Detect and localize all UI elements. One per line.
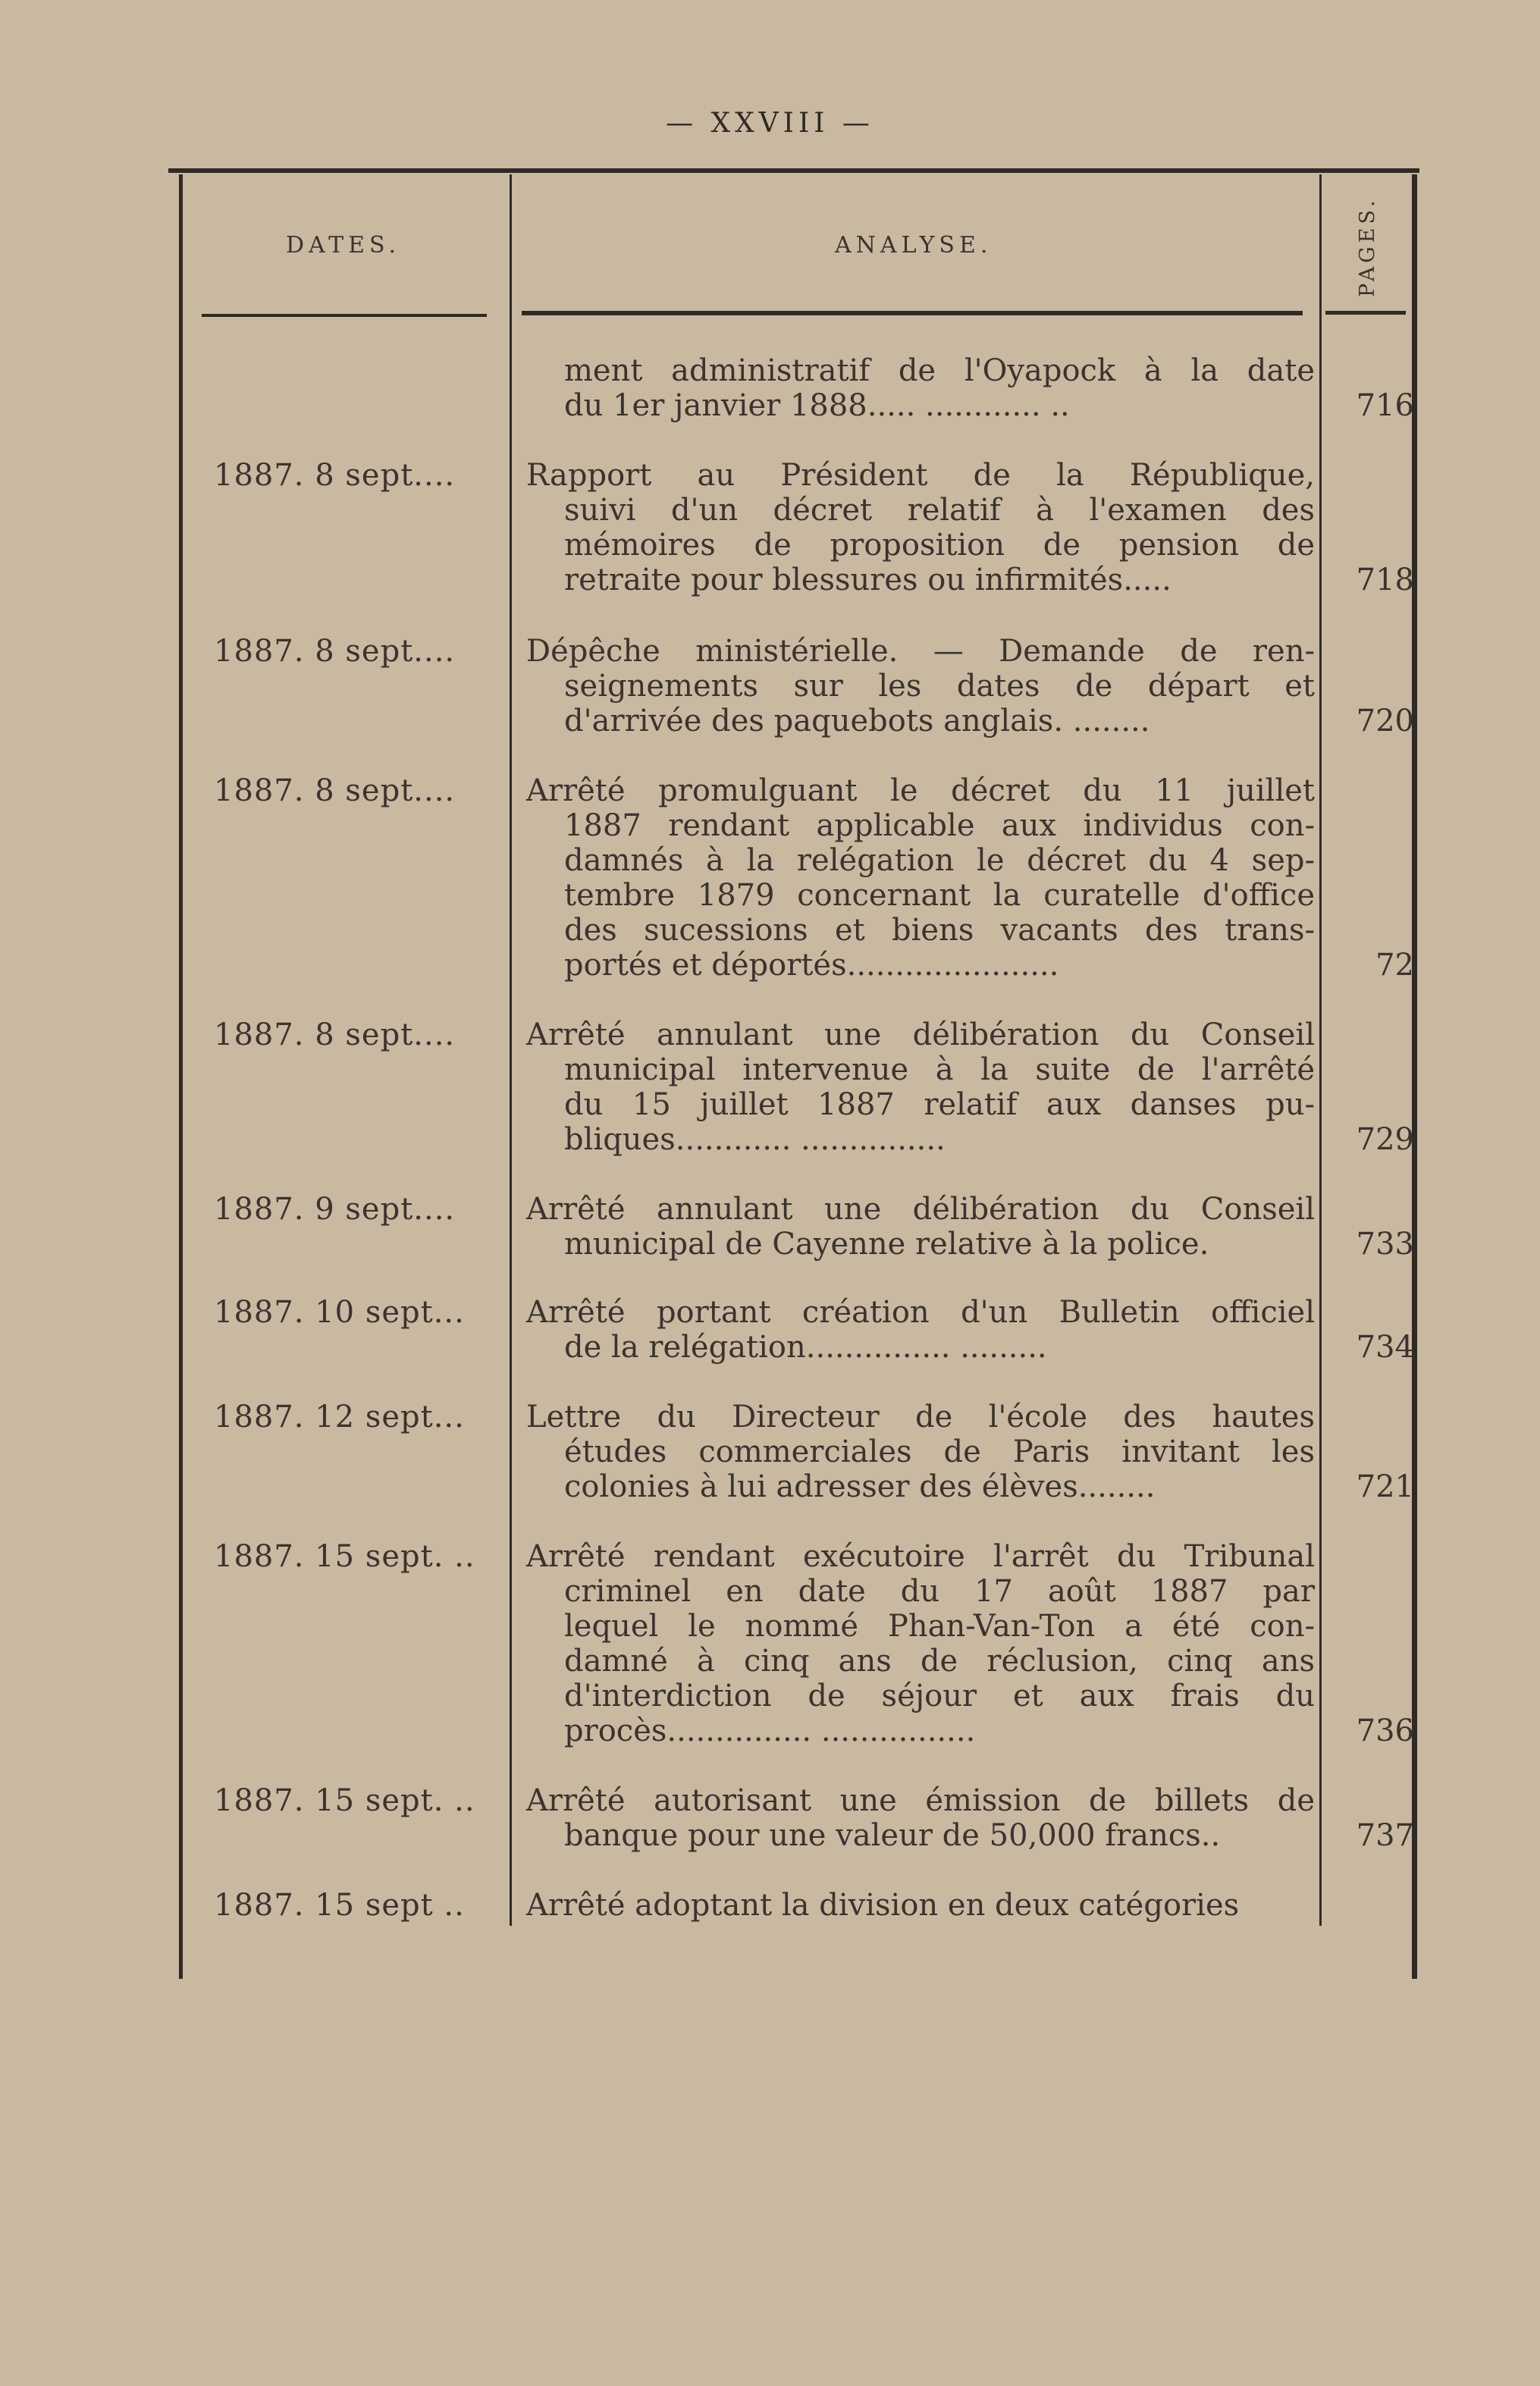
page-ref: 721 [1356,1469,1414,1504]
page-ref: 720 [1356,704,1414,738]
pages-header-rule [1325,311,1406,315]
analyse-line: Arrêté adoptant la division en deux catégories [526,1888,1240,1923]
analyse-line: portés et déportés...................... [564,948,1059,983]
page-ref: 72 [1375,948,1414,983]
analyse-cell [526,773,1315,983]
analyse-line: 1887 rendant applicable aux individus con- [564,808,1315,843]
analyse-line: d'arrivée des paquebots anglais. ........ [564,704,1150,738]
date-cell: 1887. 15 sept. .. [214,1783,475,1818]
dates-header-rule [202,314,487,317]
analyse-cell [526,1888,1315,1923]
analyse-line: seignements sur les dates de départ et [564,669,1315,704]
analyse-line: d'interdiction de séjour et aux frais du [564,1679,1315,1713]
dates-analyse-divider [510,174,512,1926]
date-cell: 1887. 9 sept.... [214,1192,456,1227]
analyse-line: colonies à lui adresser des élèves........ [564,1469,1156,1504]
analyse-cell [526,458,1315,597]
date-cell: 1887. 10 sept... [214,1295,465,1330]
pages-column-header: PAGES. [1356,196,1379,297]
analyse-line: de la relégation............... ......... [564,1330,1047,1365]
analyse-cell [526,1192,1315,1262]
analyse-line: municipal de Cayenne relative à la police. [564,1227,1209,1262]
analyse-column-header: ANALYSE. [835,232,993,259]
analyse-cell [526,1783,1315,1853]
page-ref: 736 [1356,1713,1414,1748]
analyse-cell [526,353,1315,423]
analyse-line: damné à cinq ans de réclusion, cinq ans [564,1644,1315,1679]
page-ref: 716 [1356,388,1414,423]
analyse-line: suivi d'un décret relatif à l'examen des [564,493,1315,528]
analyse-line: du 15 juillet 1887 relatif aux danses pu- [564,1087,1315,1122]
analyse-pages-divider [1319,174,1322,1926]
date-cell: 1887. 8 sept.... [214,458,456,493]
analyse-cell [526,1017,1315,1157]
analyse-line: Rapport au Président de la République, [526,458,1315,493]
analyse-line: bliques............ ............... [564,1122,946,1157]
analyse-line: Arrêté rendant exécutoire l'arrêt du Tribunal [526,1539,1315,1574]
analyse-line: lequel le nommé Phan-Van-Ton a été con- [564,1609,1315,1644]
analyse-line: criminel en date du 17 août 1887 par [564,1574,1315,1609]
page-ref: 733 [1356,1227,1414,1262]
table-left-border [179,174,183,1979]
analyse-line: tembre 1879 concernant la curatelle d'office [564,878,1315,913]
analyse-line: Arrêté annulant une délibération du Conseil [526,1192,1315,1227]
analyse-line: municipal intervenue à la suite de l'arrêté [564,1052,1315,1087]
analyse-line: Lettre du Directeur de l'école des hautes [526,1400,1315,1434]
analyse-line: du 1er janvier 1888..... ............ .. [564,388,1070,423]
analyse-line: Arrêté portant création d'un Bulletin officiel [526,1295,1315,1330]
analyse-line: Arrêté autorisant une émission de billets de [526,1783,1315,1818]
date-cell: 1887. 15 sept. .. [214,1539,475,1574]
date-cell: 1887. 12 sept... [214,1400,465,1434]
date-cell: 1887. 8 sept.... [214,634,456,669]
analyse-line: banque pour une valeur de 50,000 francs.. [564,1818,1221,1853]
analyse-header-rule [522,311,1303,315]
table-top-rule [168,168,1419,173]
page-ref: 737 [1356,1818,1414,1853]
page-number-header: — XXVIII — [666,108,874,139]
analyse-cell [526,1539,1315,1748]
page-ref: 729 [1356,1122,1414,1157]
page-ref: 718 [1356,563,1414,597]
date-cell: 1887. 15 sept .. [214,1888,465,1923]
analyse-line: études commerciales de Paris invitant les [564,1434,1315,1469]
table-right-border [1412,174,1417,1979]
analyse-line: procès............... ................ [564,1713,976,1748]
page-ref: 734 [1356,1330,1414,1365]
analyse-line: des sucessions et biens vacants des trans- [564,913,1315,948]
dates-column-header: DATES. [286,232,401,259]
analyse-line: mémoires de proposition de pension de [564,528,1315,563]
analyse-line: retraite pour blessures ou infirmités..... [564,563,1171,597]
analyse-line: damnés à la relégation le décret du 4 sep- [564,843,1315,878]
date-cell: 1887. 8 sept.... [214,1017,456,1052]
analyse-line: Arrêté annulant une délibération du Conseil [526,1017,1315,1052]
analyse-cell [526,634,1315,738]
date-cell: 1887. 8 sept.... [214,773,456,808]
analyse-line: ment administratif de l'Oyapock à la date [564,353,1315,388]
analyse-cell [526,1295,1315,1365]
analyse-line: Dépêche ministérielle. — Demande de ren- [526,634,1315,669]
analyse-cell [526,1400,1315,1504]
analyse-line: Arrêté promulguant le décret du 11 juillet [526,773,1315,808]
